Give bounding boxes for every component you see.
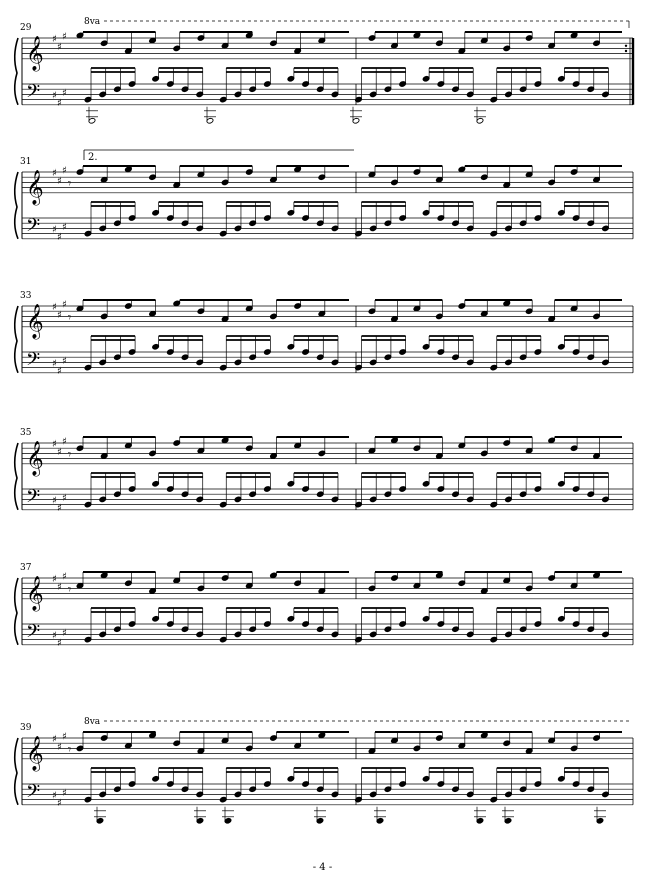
key-sharp-icon: ♯ xyxy=(57,638,62,650)
key-sharp-icon: ♯ xyxy=(62,31,67,43)
system-1 xyxy=(15,17,633,124)
bass-clef-icon: 𝄢 xyxy=(26,215,41,241)
brace xyxy=(15,38,18,105)
brace xyxy=(15,172,18,239)
key-sharp-icon: ♯ xyxy=(62,221,67,233)
key-sharp-icon: ♯ xyxy=(52,790,57,802)
key-sharp-icon: ♯ xyxy=(52,168,57,179)
brace xyxy=(15,578,18,645)
repeat-dot xyxy=(625,50,627,52)
system-3 xyxy=(15,291,633,377)
system-6 xyxy=(15,717,633,824)
repeat-dot xyxy=(625,45,627,47)
key-sharp-icon: ♯ xyxy=(52,630,57,642)
key-sharp-icon: ♯ xyxy=(57,741,62,753)
key-sharp-icon: ♯ xyxy=(52,302,57,313)
measure-number: 39 xyxy=(20,723,32,733)
measure-number: 37 xyxy=(20,563,32,573)
system-2 xyxy=(15,150,633,243)
bass-clef-icon: 𝄢 xyxy=(26,349,41,375)
key-sharp-icon: ♯ xyxy=(62,787,67,799)
key-sharp-icon: ♯ xyxy=(57,503,62,515)
key-sharp-icon: ♯ xyxy=(62,355,67,367)
key-sharp-icon: ♯ xyxy=(52,439,57,450)
key-sharp-icon: ♯ xyxy=(52,734,57,745)
bass-clef-icon: 𝄢 xyxy=(26,781,41,807)
ottava-mark: 8va xyxy=(84,17,101,27)
key-sharp-icon: ♯ xyxy=(62,731,67,743)
key-sharp-icon: ♯ xyxy=(57,41,62,53)
brace xyxy=(15,443,18,510)
key-sharp-icon: ♯ xyxy=(62,87,67,99)
eighth-rest: 𝄾 xyxy=(68,582,72,597)
key-sharp-icon: ♯ xyxy=(52,574,57,585)
eighth-rest: 𝄾 xyxy=(68,447,72,462)
brace xyxy=(15,738,18,805)
key-sharp-icon: ♯ xyxy=(52,495,57,507)
key-sharp-icon: ♯ xyxy=(52,224,57,236)
measure-number: 31 xyxy=(20,157,32,167)
key-sharp-icon: ♯ xyxy=(57,798,62,810)
measure-number: 33 xyxy=(20,291,32,301)
key-sharp-icon: ♯ xyxy=(52,90,57,102)
ottava-mark: 8va xyxy=(84,717,101,727)
bass-clef-icon: 𝄢 xyxy=(26,81,41,107)
treble-clef-icon: 𝄞 xyxy=(26,575,44,611)
brace xyxy=(15,306,18,373)
key-sharp-icon: ♯ xyxy=(52,34,57,45)
measure-number: 29 xyxy=(20,23,32,33)
key-sharp-icon: ♯ xyxy=(57,98,62,110)
key-sharp-icon: ♯ xyxy=(57,581,62,593)
system-5 xyxy=(15,563,633,649)
key-sharp-icon: ♯ xyxy=(62,627,67,639)
ending-number: 2. xyxy=(88,152,98,163)
bass-clef-icon: 𝄢 xyxy=(26,621,41,647)
eighth-rest: 𝄾 xyxy=(68,176,72,191)
treble-clef-icon: 𝄞 xyxy=(26,35,44,71)
measure-number: 35 xyxy=(20,428,32,438)
bass-clef-icon: 𝄢 xyxy=(26,486,41,512)
key-sharp-icon: ♯ xyxy=(57,446,62,458)
key-sharp-icon: ♯ xyxy=(62,571,67,583)
eighth-rest: 𝄾 xyxy=(68,310,72,325)
key-sharp-icon: ♯ xyxy=(57,175,62,187)
treble-clef-icon: 𝄞 xyxy=(26,169,44,205)
treble-clef-icon: 𝄞 xyxy=(26,440,44,476)
key-sharp-icon: ♯ xyxy=(52,358,57,370)
key-sharp-icon: ♯ xyxy=(62,165,67,177)
system-4 xyxy=(15,428,633,514)
key-sharp-icon: ♯ xyxy=(57,366,62,378)
eighth-rest: 𝄾 xyxy=(68,742,72,757)
page-number: - 4 - xyxy=(312,862,333,873)
key-sharp-icon: ♯ xyxy=(62,436,67,448)
treble-clef-icon: 𝄞 xyxy=(26,735,44,771)
key-sharp-icon: ♯ xyxy=(57,232,62,244)
key-sharp-icon: ♯ xyxy=(62,299,67,311)
treble-clef-icon: 𝄞 xyxy=(26,303,44,339)
key-sharp-icon: ♯ xyxy=(62,492,67,504)
key-sharp-icon: ♯ xyxy=(57,309,62,321)
